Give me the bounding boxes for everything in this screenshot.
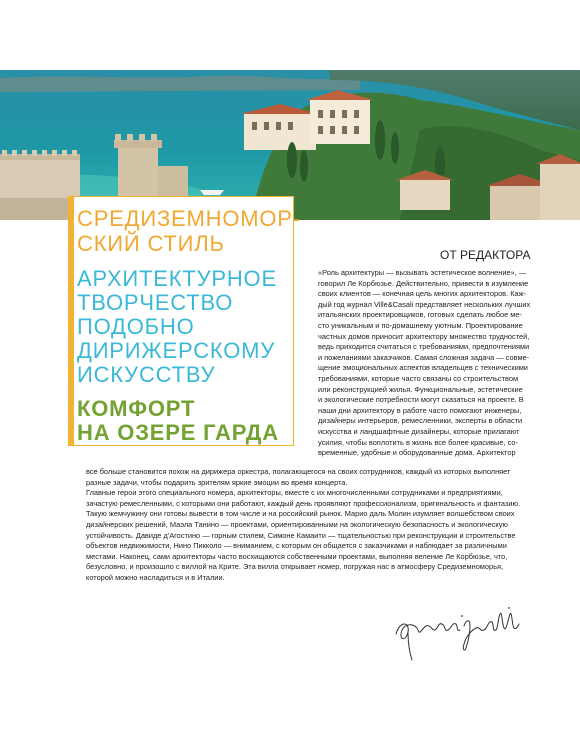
section-title-line-1: СРЕДИЗЕМНОМОР- (77, 206, 301, 231)
theme-title-line-2: ТВОРЧЕСТВО (77, 290, 234, 315)
text-line: безусловно, и произошло с виллой на Крите. Эта вилла открывает номер, погружая нас в атмосферу Средиземноморья, (86, 562, 504, 572)
text-line: устойчивость. Давиде д'Агостино — горным стилем, Симоне Камаити — тщательностью при реконструкции и строительстве (86, 530, 516, 540)
text-line: Главные герои этого специального номера, архитекторы, вместе с их многочисленными сотрудниками и предприятиями, (86, 488, 503, 498)
text-line: искусства и ландшафтные дизайнеры, которые прилагают (318, 426, 520, 436)
feature-title-line-1: КОМФОРТ (77, 396, 196, 421)
text-line: требованиями, которые часто связаны со строительством (318, 373, 519, 383)
text-line: щение эмоциональных аспектов владельцев с техническими (318, 363, 528, 373)
text-line: зачастую ремесленными, с которыми они работают, каждый день проявляют профессионализм, оригинальность и фантазию. (86, 498, 521, 508)
theme-title-line-5: ИСКУССТВУ (77, 362, 216, 387)
text-line: сто уникальным и по-домашнему уютным. Проектирование (318, 320, 523, 330)
accent-bar (69, 197, 74, 445)
text-line: объектов недвижимости, Нино Пикколо — вниманием, с которым он общается с заказчиками и наблюдает за различными (86, 541, 507, 551)
text-line: говорил Ле Корбюзье. Действительно, привести в изумление (318, 278, 529, 288)
theme-title-line-3: ПОДОБНО (77, 314, 195, 339)
text-line: наши дни архитектору в работе часто помогают инженеры, (318, 405, 522, 415)
text-line: все больше становится похож на дирижера оркестра, полагающегося на своих сотрудников, каждый из которых выполняет (86, 467, 511, 476)
text-line: которой можно насладиться и в Италии. (86, 572, 225, 582)
editorial-heading: ОТ РЕДАКТОРА (440, 248, 531, 262)
feature-title-line-2: НА ОЗЕРЕ ГАРДА (77, 420, 279, 445)
theme-title-line-1: АРХИТЕКТУРНОЕ (77, 266, 277, 291)
text-line: дизайнеры интерьеров, ремесленники, эксперты в области (318, 416, 523, 426)
headline-box (68, 196, 301, 446)
text-line: и пожеланиями заказчиков. Самая сложная задача — совме- (318, 352, 530, 362)
text-line: дизайнерских решений, Маэла Танино — проектами, ориентированными на экологическую безопасность и экологическую (86, 519, 508, 529)
text-line: местами. Наконец, сами архитекторы часто восхищаются собственными проектами, выполняя веление Ле Корбюзье, что, (86, 551, 508, 561)
text-line: «Роль архитектуры — вызывать эстетическое волнение», — (318, 268, 527, 277)
text-line: или реконструкцией жилья. Функциональные, эстетические (318, 384, 523, 394)
editorial-continuation (86, 467, 556, 584)
editorial-right-column (318, 268, 561, 459)
text-line: Такую жемчужину они готовы вывести в том числе и на российский рынок. Марио даль Молин изумляет волшебством своих (86, 509, 515, 519)
text-line: своих клиентов — конечная цель многих архитекторов. Каж- (318, 289, 527, 299)
text-line: ведь приходится считаться с требованиями, предпочтениями (318, 342, 530, 352)
text-line: частных домов приносит архитектору множество трудностей, (318, 331, 530, 341)
section-title-line-2: СКИЙ СТИЛЬ (77, 231, 225, 256)
text-line: итальянских проектировщиков, готовых сделать любое ме- (318, 310, 522, 320)
text-line: временные, удобные и оборудованные дома. Архитектор (318, 448, 516, 458)
editor-signature (392, 600, 522, 662)
text-line: разные задачи, чтобы подарить зрителям яркие эмоции во время концерта. (86, 477, 348, 487)
text-line: усилия, чтобы воплотить в жизнь все более красивые, со- (318, 437, 518, 447)
text-line: дый год журнал Ville&Casali представляет нескольких лучших (318, 299, 531, 309)
text-line: и экологические потребности могут сказаться на проекте. В (318, 395, 524, 405)
theme-title-line-4: ДИРИЖЕРСКОМУ (77, 338, 276, 363)
